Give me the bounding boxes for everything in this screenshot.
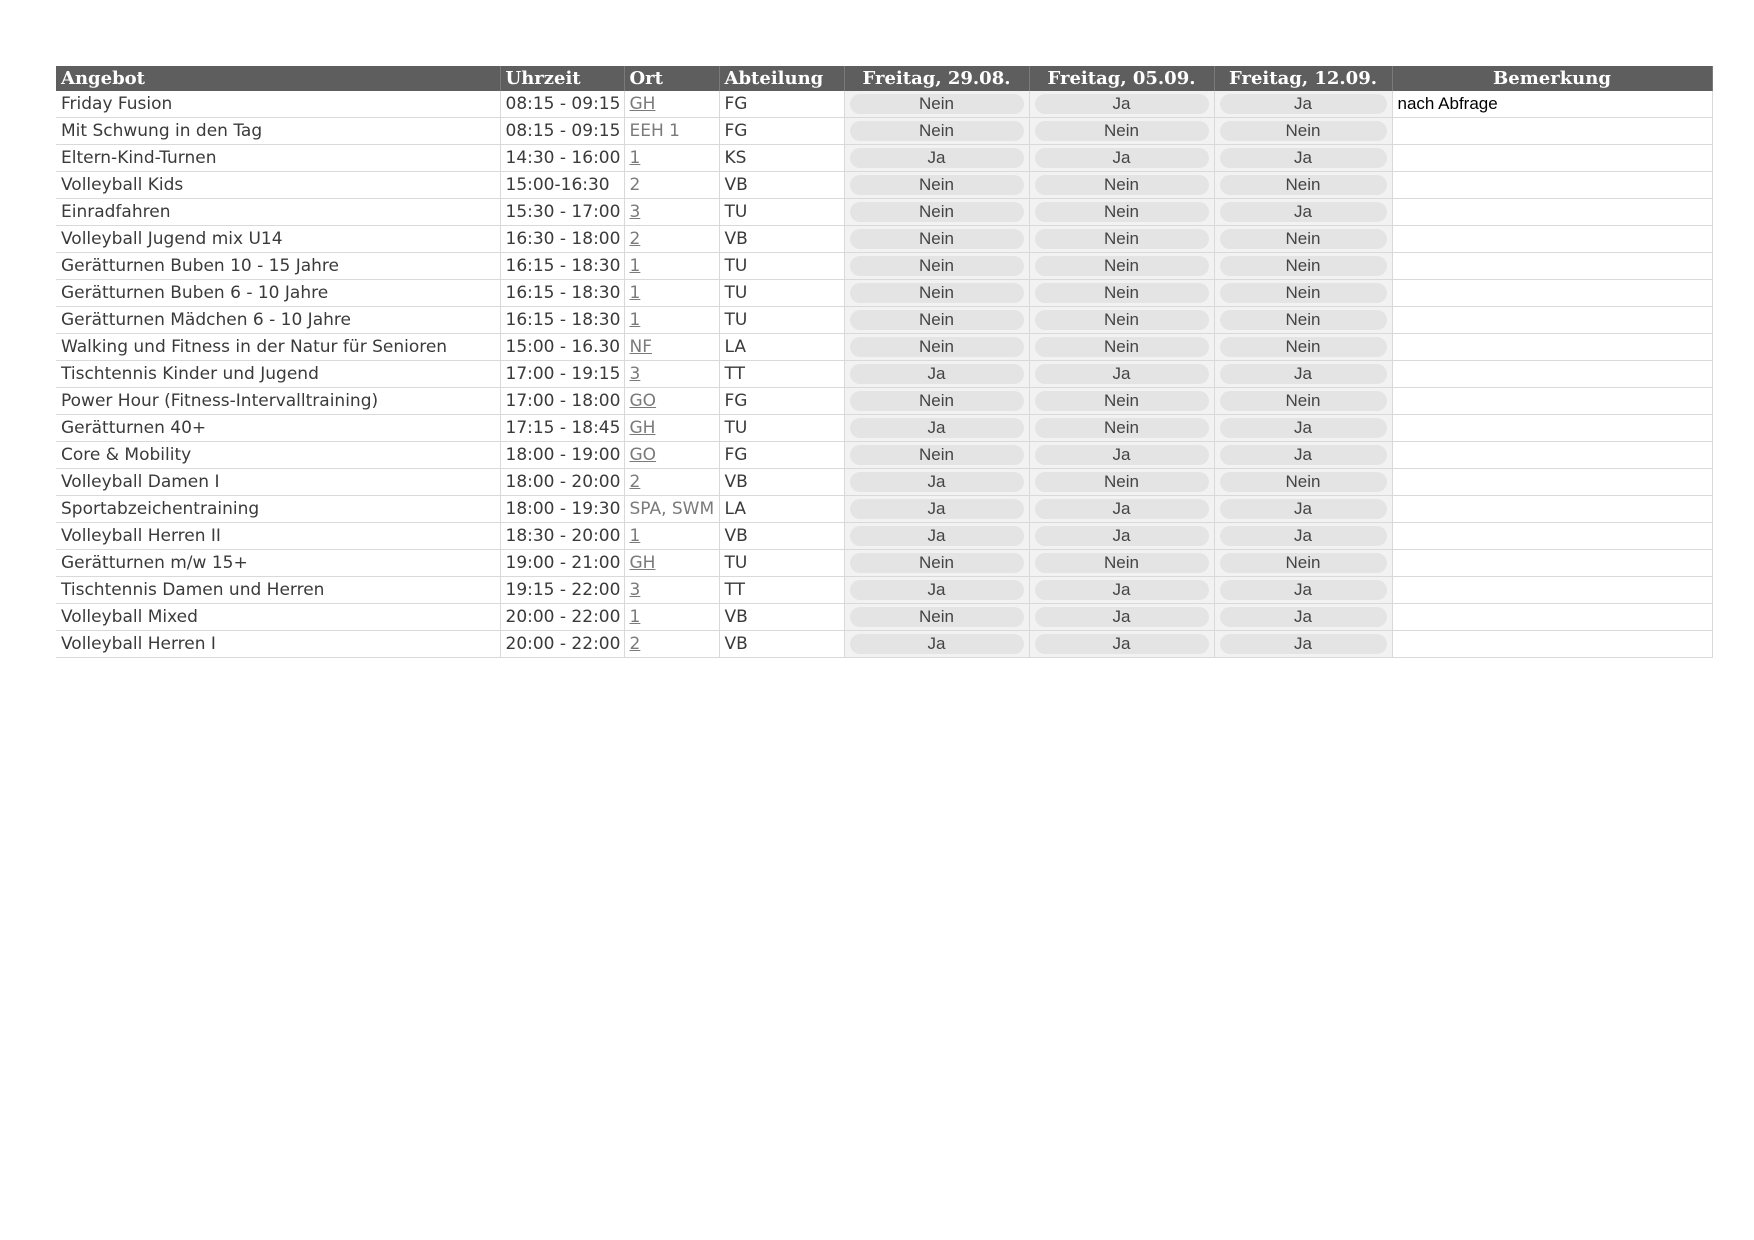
ort-link[interactable]: GH — [629, 418, 656, 438]
table-row — [56, 307, 1712, 334]
cell-day-3[interactable] — [1214, 442, 1392, 469]
status-dropdown[interactable]: Ja — [1035, 94, 1209, 114]
cell-angebot[interactable]: Gerätturnen Mädchen 6 - 10 Jahre — [56, 307, 500, 334]
cell-ort[interactable] — [624, 496, 719, 523]
cell-day-2[interactable] — [1029, 118, 1214, 145]
status-dropdown[interactable]: Ja — [850, 148, 1024, 168]
cell-angebot[interactable]: Walking und Fitness in der Natur für Senioren — [56, 334, 500, 361]
cell-uhrzeit[interactable]: 18:30 - 20:00 — [500, 523, 624, 550]
status-dropdown[interactable]: Nein — [850, 256, 1024, 276]
ort-link[interactable]: GO — [629, 445, 657, 465]
status-dropdown[interactable]: Ja — [1220, 148, 1387, 168]
cell-angebot[interactable]: Einradfahren — [56, 199, 500, 226]
cell-uhrzeit[interactable]: 15:00-16:30 — [500, 172, 624, 199]
status-dropdown[interactable]: Nein — [1220, 121, 1387, 141]
cell-day-3[interactable] — [1214, 550, 1392, 577]
ort-link[interactable]: 1 — [629, 310, 641, 330]
cell-day-2[interactable] — [1029, 172, 1214, 199]
cell-abteilung[interactable]: TU — [719, 253, 844, 280]
cell-bemerkung[interactable] — [1392, 280, 1712, 307]
header-abteilung[interactable]: Abteilung — [719, 66, 844, 91]
table-row — [56, 442, 1712, 469]
status-dropdown[interactable]: Nein — [850, 607, 1024, 627]
cell-abteilung[interactable]: VB — [719, 469, 844, 496]
cell-day-1[interactable] — [844, 550, 1029, 577]
cell-uhrzeit[interactable]: 15:30 - 17:00 — [500, 199, 624, 226]
cell-bemerkung[interactable] — [1392, 118, 1712, 145]
status-dropdown[interactable]: Nein — [1220, 472, 1387, 492]
status-dropdown[interactable]: Nein — [850, 202, 1024, 222]
ort-link[interactable]: 3 — [629, 580, 641, 600]
cell-abteilung[interactable]: FG — [719, 118, 844, 145]
table-row — [56, 280, 1712, 307]
status-dropdown[interactable]: Ja — [1220, 499, 1387, 519]
ort-link[interactable]: NF — [629, 337, 652, 357]
cell-day-3[interactable] — [1214, 172, 1392, 199]
header-day-3[interactable]: Freitag, 12.09. — [1214, 66, 1392, 91]
cell-angebot[interactable]: Eltern-Kind-Turnen — [56, 145, 500, 172]
cell-ort[interactable] — [624, 226, 719, 253]
cell-day-1[interactable] — [844, 145, 1029, 172]
cell-ort[interactable] — [624, 550, 719, 577]
cell-bemerkung[interactable] — [1392, 307, 1712, 334]
cell-day-3[interactable] — [1214, 577, 1392, 604]
table-row — [56, 523, 1712, 550]
cell-angebot[interactable]: Gerätturnen Buben 10 - 15 Jahre — [56, 253, 500, 280]
status-dropdown[interactable]: Nein — [1220, 283, 1387, 303]
status-dropdown[interactable]: Ja — [1035, 526, 1209, 546]
status-dropdown[interactable]: Nein — [1035, 175, 1209, 195]
cell-abteilung[interactable]: FG — [719, 388, 844, 415]
cell-day-3[interactable] — [1214, 469, 1392, 496]
status-dropdown[interactable]: Ja — [1035, 364, 1209, 384]
status-dropdown[interactable]: Nein — [850, 175, 1024, 195]
cell-day-2[interactable] — [1029, 91, 1214, 118]
ort-link[interactable]: 2 — [629, 229, 641, 249]
ort-label: EEH 1 — [629, 121, 680, 141]
status-dropdown[interactable]: Ja — [1220, 526, 1387, 546]
status-dropdown[interactable]: Nein — [1220, 175, 1387, 195]
cell-angebot[interactable]: Volleyball Mixed — [56, 604, 500, 631]
cell-angebot[interactable]: Tischtennis Damen und Herren — [56, 577, 500, 604]
ort-link[interactable]: GH — [629, 553, 656, 573]
table-row — [56, 334, 1712, 361]
cell-abteilung[interactable]: FG — [719, 442, 844, 469]
status-dropdown[interactable]: Nein — [1035, 310, 1209, 330]
cell-abteilung[interactable]: VB — [719, 604, 844, 631]
cell-day-3[interactable] — [1214, 334, 1392, 361]
cell-day-3[interactable] — [1214, 388, 1392, 415]
status-dropdown[interactable]: Nein — [1220, 229, 1387, 249]
cell-bemerkung[interactable] — [1392, 577, 1712, 604]
status-dropdown[interactable]: Nein — [850, 94, 1024, 114]
cell-day-1[interactable] — [844, 496, 1029, 523]
cell-angebot[interactable]: Sportabzeichentraining — [56, 496, 500, 523]
cell-bemerkung[interactable] — [1392, 415, 1712, 442]
cell-bemerkung[interactable] — [1392, 442, 1712, 469]
cell-uhrzeit[interactable]: 17:15 - 18:45 — [500, 415, 624, 442]
cell-day-3[interactable] — [1214, 91, 1392, 118]
status-dropdown[interactable]: Nein — [1035, 418, 1209, 438]
cell-ort[interactable] — [624, 91, 719, 118]
status-dropdown[interactable]: Ja — [850, 418, 1024, 438]
status-dropdown[interactable]: Nein — [1220, 553, 1387, 573]
cell-uhrzeit[interactable]: 08:15 - 09:15 — [500, 91, 624, 118]
status-dropdown[interactable]: Nein — [1035, 391, 1209, 411]
status-dropdown[interactable]: Nein — [850, 121, 1024, 141]
status-dropdown[interactable]: Nein — [1035, 337, 1209, 357]
ort-label: 2 — [629, 175, 641, 195]
cell-ort[interactable] — [624, 415, 719, 442]
status-dropdown[interactable]: Ja — [1035, 148, 1209, 168]
cell-day-3[interactable] — [1214, 415, 1392, 442]
cell-day-3[interactable] — [1214, 118, 1392, 145]
cell-uhrzeit[interactable]: 20:00 - 22:00 — [500, 604, 624, 631]
cell-ort[interactable] — [624, 118, 719, 145]
cell-day-2[interactable] — [1029, 361, 1214, 388]
cell-abteilung[interactable]: TT — [719, 361, 844, 388]
status-dropdown[interactable]: Nein — [850, 553, 1024, 573]
status-dropdown[interactable]: Nein — [850, 445, 1024, 465]
cell-day-3[interactable] — [1214, 307, 1392, 334]
cell-uhrzeit[interactable]: 16:15 - 18:30 — [500, 253, 624, 280]
status-dropdown[interactable]: Nein — [1035, 202, 1209, 222]
status-dropdown[interactable]: Ja — [1035, 607, 1209, 627]
cell-day-3[interactable] — [1214, 604, 1392, 631]
cell-day-2[interactable] — [1029, 307, 1214, 334]
cell-day-2[interactable] — [1029, 388, 1214, 415]
cell-uhrzeit[interactable]: 19:15 - 22:00 — [500, 577, 624, 604]
cell-ort[interactable] — [624, 469, 719, 496]
header-row — [56, 66, 1712, 91]
status-dropdown[interactable]: Ja — [1035, 580, 1209, 600]
cell-ort[interactable] — [624, 199, 719, 226]
ort-link[interactable]: 2 — [629, 472, 641, 492]
status-dropdown[interactable]: Nein — [1220, 310, 1387, 330]
header-uhrzeit[interactable]: Uhrzeit — [500, 66, 624, 91]
cell-angebot[interactable]: Power Hour (Fitness-Intervalltraining) — [56, 388, 500, 415]
cell-ort[interactable] — [624, 604, 719, 631]
header-bemerkung[interactable]: Bemerkung — [1392, 66, 1712, 91]
cell-ort[interactable] — [624, 334, 719, 361]
table-row — [56, 199, 1712, 226]
cell-angebot[interactable]: Volleyball Herren I — [56, 631, 500, 658]
status-dropdown[interactable]: Nein — [850, 391, 1024, 411]
cell-day-3[interactable] — [1214, 631, 1392, 658]
cell-ort[interactable] — [624, 172, 719, 199]
status-dropdown[interactable]: Nein — [1035, 229, 1209, 249]
cell-ort[interactable] — [624, 442, 719, 469]
cell-uhrzeit[interactable]: 17:00 - 18:00 — [500, 388, 624, 415]
ort-link[interactable]: GH — [629, 94, 656, 114]
table-row — [56, 469, 1712, 496]
cell-angebot[interactable]: Gerätturnen Buben 6 - 10 Jahre — [56, 280, 500, 307]
table-row — [56, 388, 1712, 415]
status-dropdown[interactable]: Nein — [850, 283, 1024, 303]
cell-angebot[interactable]: Volleyball Kids — [56, 172, 500, 199]
status-dropdown[interactable]: Ja — [1220, 580, 1387, 600]
status-dropdown[interactable]: Nein — [1220, 391, 1387, 411]
cell-uhrzeit[interactable]: 15:00 - 16.30 — [500, 334, 624, 361]
cell-bemerkung[interactable] — [1392, 550, 1712, 577]
cell-bemerkung[interactable]: nach Abfrage — [1392, 91, 1712, 118]
cell-day-1[interactable] — [844, 334, 1029, 361]
cell-day-2[interactable] — [1029, 523, 1214, 550]
cell-bemerkung[interactable] — [1392, 388, 1712, 415]
cell-angebot[interactable]: Volleyball Herren II — [56, 523, 500, 550]
cell-day-1[interactable] — [844, 631, 1029, 658]
cell-ort[interactable] — [624, 523, 719, 550]
status-dropdown[interactable]: Ja — [1220, 202, 1387, 222]
cell-ort[interactable] — [624, 145, 719, 172]
cell-day-3[interactable] — [1214, 523, 1392, 550]
cell-bemerkung[interactable] — [1392, 253, 1712, 280]
ort-link[interactable]: 3 — [629, 364, 641, 384]
cell-uhrzeit[interactable]: 20:00 - 22:00 — [500, 631, 624, 658]
cell-day-2[interactable] — [1029, 604, 1214, 631]
table-row — [56, 361, 1712, 388]
cell-day-2[interactable] — [1029, 334, 1214, 361]
cell-bemerkung[interactable] — [1392, 361, 1712, 388]
cell-day-2[interactable] — [1029, 550, 1214, 577]
cell-ort[interactable] — [624, 388, 719, 415]
cell-abteilung[interactable]: TU — [719, 199, 844, 226]
cell-uhrzeit[interactable]: 18:00 - 20:00 — [500, 469, 624, 496]
table-row — [56, 118, 1712, 145]
cell-bemerkung[interactable] — [1392, 469, 1712, 496]
cell-day-2[interactable] — [1029, 442, 1214, 469]
cell-day-1[interactable] — [844, 442, 1029, 469]
cell-day-2[interactable] — [1029, 253, 1214, 280]
header-day-2[interactable]: Freitag, 05.09. — [1029, 66, 1214, 91]
cell-abteilung[interactable]: VB — [719, 172, 844, 199]
cell-uhrzeit[interactable]: 17:00 - 19:15 — [500, 361, 624, 388]
cell-abteilung[interactable]: TT — [719, 577, 844, 604]
table-row — [56, 550, 1712, 577]
cell-abteilung[interactable]: VB — [719, 226, 844, 253]
status-dropdown[interactable]: Ja — [850, 364, 1024, 384]
status-dropdown[interactable]: Nein — [1035, 256, 1209, 276]
ort-link[interactable]: 1 — [629, 256, 641, 276]
cell-uhrzeit[interactable]: 19:00 - 21:00 — [500, 550, 624, 577]
status-dropdown[interactable]: Nein — [1220, 256, 1387, 276]
status-dropdown[interactable]: Ja — [850, 634, 1024, 654]
cell-abteilung[interactable]: TU — [719, 280, 844, 307]
table-row — [56, 496, 1712, 523]
status-dropdown[interactable]: Ja — [850, 526, 1024, 546]
header-day-1[interactable]: Freitag, 29.08. — [844, 66, 1029, 91]
status-dropdown[interactable]: Ja — [850, 472, 1024, 492]
cell-day-3[interactable] — [1214, 226, 1392, 253]
cell-ort[interactable] — [624, 307, 719, 334]
cell-abteilung[interactable]: TU — [719, 307, 844, 334]
cell-abteilung[interactable]: FG — [719, 91, 844, 118]
cell-angebot[interactable]: Gerätturnen 40+ — [56, 415, 500, 442]
cell-day-1[interactable] — [844, 280, 1029, 307]
schedule-sheet — [56, 66, 1712, 658]
cell-day-2[interactable] — [1029, 145, 1214, 172]
status-dropdown[interactable]: Ja — [1220, 364, 1387, 384]
status-dropdown[interactable]: Nein — [1035, 121, 1209, 141]
cell-abteilung[interactable]: VB — [719, 631, 844, 658]
cell-bemerkung[interactable] — [1392, 496, 1712, 523]
cell-day-1[interactable] — [844, 577, 1029, 604]
status-dropdown[interactable]: Nein — [1035, 553, 1209, 573]
status-dropdown[interactable]: Nein — [1035, 472, 1209, 492]
status-dropdown[interactable]: Nein — [1035, 283, 1209, 303]
cell-angebot[interactable]: Tischtennis Kinder und Jugend — [56, 361, 500, 388]
cell-day-1[interactable] — [844, 253, 1029, 280]
cell-abteilung[interactable]: TU — [719, 550, 844, 577]
ort-link[interactable]: 2 — [629, 634, 641, 654]
cell-day-1[interactable] — [844, 91, 1029, 118]
cell-bemerkung[interactable] — [1392, 631, 1712, 658]
cell-day-1[interactable] — [844, 226, 1029, 253]
ort-link[interactable]: 1 — [629, 148, 641, 168]
status-dropdown[interactable]: Ja — [1220, 94, 1387, 114]
table-row — [56, 91, 1712, 118]
ort-label: SPA, SWM — [629, 499, 715, 519]
cell-abteilung[interactable]: VB — [719, 523, 844, 550]
cell-abteilung[interactable]: TU — [719, 415, 844, 442]
cell-angebot[interactable]: Gerätturnen m/w 15+ — [56, 550, 500, 577]
cell-day-2[interactable] — [1029, 280, 1214, 307]
table-row — [56, 577, 1712, 604]
header-ort[interactable]: Ort — [624, 66, 719, 91]
status-dropdown[interactable]: Ja — [1035, 445, 1209, 465]
cell-day-1[interactable] — [844, 523, 1029, 550]
cell-bemerkung[interactable] — [1392, 334, 1712, 361]
cell-bemerkung[interactable] — [1392, 604, 1712, 631]
cell-ort[interactable] — [624, 631, 719, 658]
cell-day-3[interactable] — [1214, 145, 1392, 172]
cell-uhrzeit[interactable]: 14:30 - 16:00 — [500, 145, 624, 172]
cell-angebot[interactable]: Volleyball Jugend mix U14 — [56, 226, 500, 253]
cell-day-3[interactable] — [1214, 199, 1392, 226]
cell-day-1[interactable] — [844, 199, 1029, 226]
cell-day-1[interactable] — [844, 307, 1029, 334]
table-row — [56, 226, 1712, 253]
cell-day-1[interactable] — [844, 118, 1029, 145]
cell-day-1[interactable] — [844, 604, 1029, 631]
status-dropdown[interactable]: Ja — [1035, 499, 1209, 519]
header-angebot[interactable]: Angebot — [56, 66, 500, 91]
cell-day-1[interactable] — [844, 172, 1029, 199]
cell-day-2[interactable] — [1029, 415, 1214, 442]
table-row — [56, 172, 1712, 199]
status-dropdown[interactable]: Nein — [850, 310, 1024, 330]
ort-link[interactable]: 1 — [629, 607, 641, 627]
status-dropdown[interactable]: Nein — [850, 229, 1024, 249]
cell-ort[interactable] — [624, 361, 719, 388]
table-row — [56, 604, 1712, 631]
cell-uhrzeit[interactable]: 18:00 - 19:30 — [500, 496, 624, 523]
cell-bemerkung[interactable] — [1392, 523, 1712, 550]
ort-link[interactable]: GO — [629, 391, 657, 411]
table-row — [56, 631, 1712, 658]
ort-link[interactable]: 1 — [629, 526, 641, 546]
cell-day-2[interactable] — [1029, 496, 1214, 523]
cell-day-3[interactable] — [1214, 496, 1392, 523]
cell-day-3[interactable] — [1214, 280, 1392, 307]
status-dropdown[interactable]: Ja — [850, 499, 1024, 519]
cell-day-1[interactable] — [844, 361, 1029, 388]
status-dropdown[interactable]: Ja — [1220, 607, 1387, 627]
cell-angebot[interactable]: Volleyball Damen I — [56, 469, 500, 496]
ort-link[interactable]: 1 — [629, 283, 641, 303]
cell-day-3[interactable] — [1214, 361, 1392, 388]
cell-uhrzeit[interactable]: 16:15 - 18:30 — [500, 307, 624, 334]
cell-abteilung[interactable]: LA — [719, 334, 844, 361]
table-row — [56, 253, 1712, 280]
cell-day-2[interactable] — [1029, 631, 1214, 658]
cell-angebot[interactable]: Mit Schwung in den Tag — [56, 118, 500, 145]
cell-day-1[interactable] — [844, 415, 1029, 442]
status-dropdown[interactable]: Nein — [850, 337, 1024, 357]
cell-day-1[interactable] — [844, 388, 1029, 415]
cell-day-2[interactable] — [1029, 226, 1214, 253]
cell-uhrzeit[interactable]: 18:00 - 19:00 — [500, 442, 624, 469]
cell-bemerkung[interactable] — [1392, 226, 1712, 253]
cell-angebot[interactable]: Core & Mobility — [56, 442, 500, 469]
cell-day-2[interactable] — [1029, 577, 1214, 604]
cell-day-2[interactable] — [1029, 199, 1214, 226]
table-row — [56, 415, 1712, 442]
cell-bemerkung[interactable] — [1392, 145, 1712, 172]
status-dropdown[interactable]: Ja — [1220, 445, 1387, 465]
cell-uhrzeit[interactable]: 16:15 - 18:30 — [500, 280, 624, 307]
status-dropdown[interactable]: Nein — [1220, 337, 1387, 357]
status-dropdown[interactable]: Ja — [1035, 634, 1209, 654]
cell-abteilung[interactable]: KS — [719, 145, 844, 172]
status-dropdown[interactable]: Ja — [850, 580, 1024, 600]
cell-angebot[interactable]: Friday Fusion — [56, 91, 500, 118]
cell-uhrzeit[interactable]: 08:15 - 09:15 — [500, 118, 624, 145]
cell-bemerkung[interactable] — [1392, 199, 1712, 226]
status-dropdown[interactable]: Ja — [1220, 634, 1387, 654]
cell-ort[interactable] — [624, 577, 719, 604]
cell-abteilung[interactable]: LA — [719, 496, 844, 523]
cell-ort[interactable] — [624, 280, 719, 307]
cell-ort[interactable] — [624, 253, 719, 280]
cell-uhrzeit[interactable]: 16:30 - 18:00 — [500, 226, 624, 253]
cell-day-1[interactable] — [844, 469, 1029, 496]
schedule-table — [56, 66, 1713, 658]
ort-link[interactable]: 3 — [629, 202, 641, 222]
table-row — [56, 145, 1712, 172]
cell-bemerkung[interactable] — [1392, 172, 1712, 199]
cell-day-3[interactable] — [1214, 253, 1392, 280]
status-dropdown[interactable]: Ja — [1220, 418, 1387, 438]
cell-day-2[interactable] — [1029, 469, 1214, 496]
